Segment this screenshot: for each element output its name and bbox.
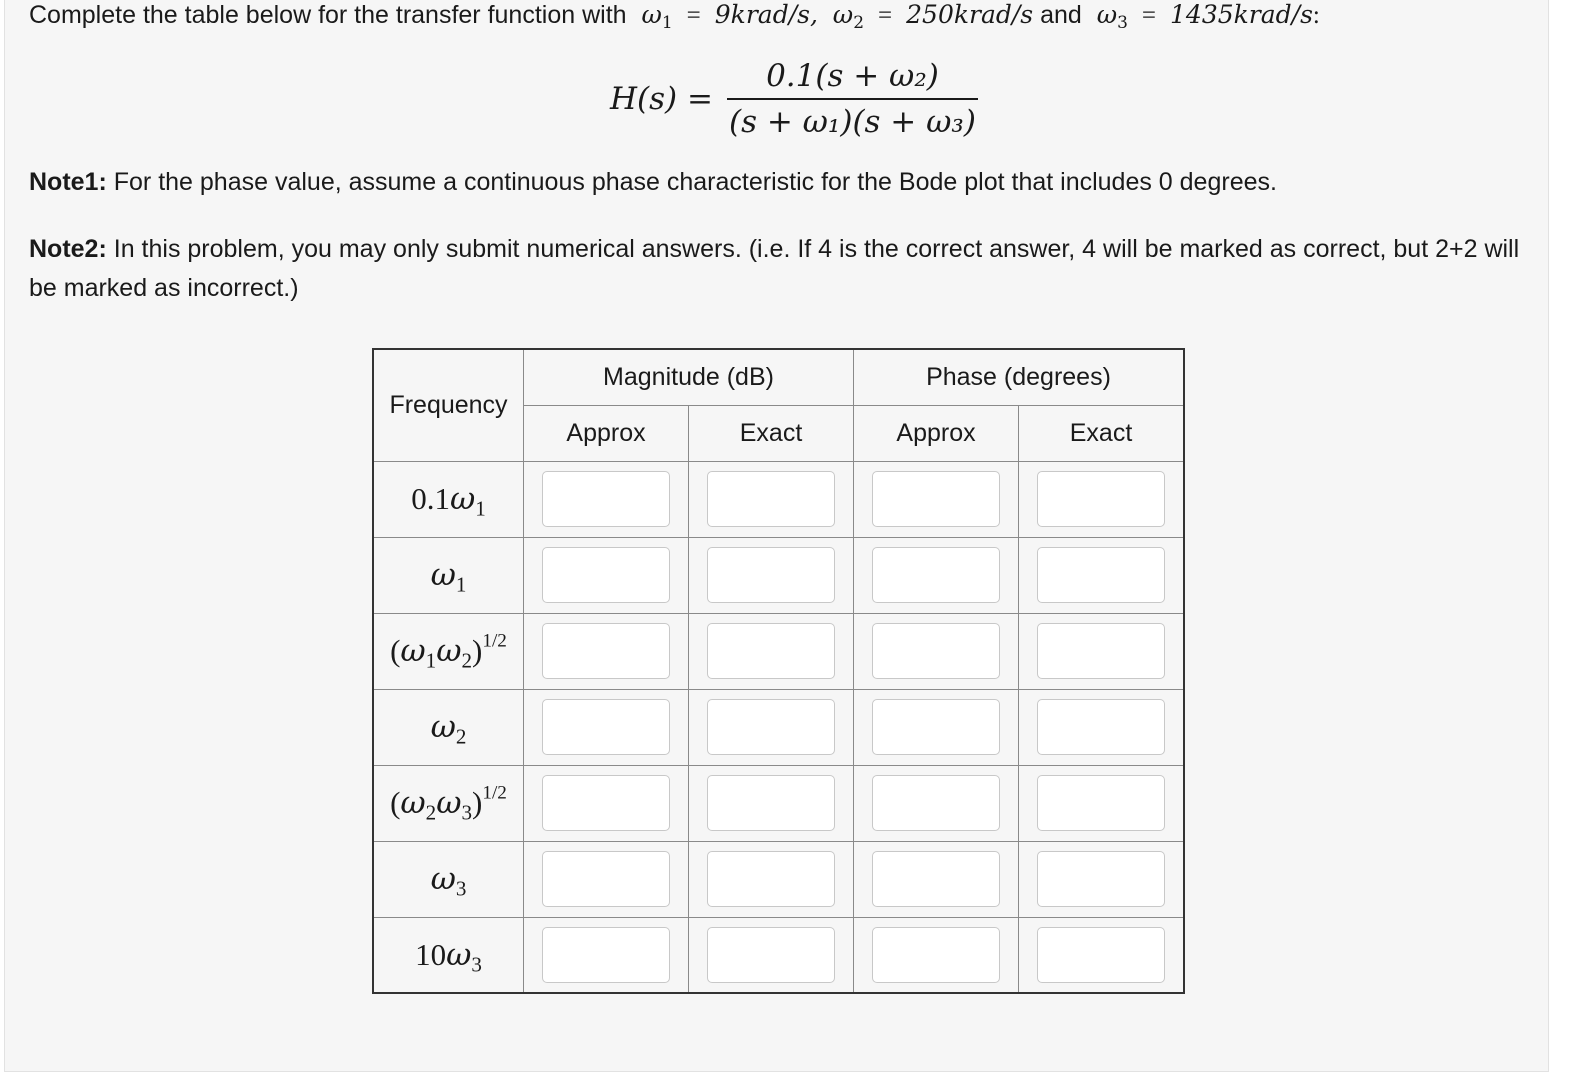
table-row	[373, 841, 1184, 917]
magnitude-approx-input[interactable]	[542, 775, 670, 831]
note2	[29, 230, 1539, 308]
note1-label: Note1:	[29, 168, 107, 196]
freq-label-w1: $\omega_1$	[373, 537, 524, 613]
table-row	[373, 765, 1184, 841]
phase-exact-input[interactable]	[1037, 851, 1165, 907]
phase-exact-input[interactable]	[1037, 699, 1165, 755]
freq-label-sqrt-w1w2: $(\omega_1\omega_2)^{1/2}$	[373, 613, 524, 689]
phase-exact-input[interactable]	[1037, 623, 1165, 679]
question-statement: Complete the table below for the transfer function with $\omega_1$ = 9krad/s, $\omega_2$ = 250krad/s and $\omega_3$ = 1435krad/s:	[29, 0, 1320, 34]
answer-table	[372, 348, 1185, 994]
phase-approx-input[interactable]	[872, 547, 1000, 603]
note1	[29, 163, 1539, 202]
transfer-function	[610, 58, 978, 140]
table-row	[373, 917, 1184, 993]
magnitude-approx-input[interactable]	[542, 471, 670, 527]
phase-approx-input[interactable]	[872, 623, 1000, 679]
formula-fraction	[727, 58, 978, 140]
magnitude-exact-input[interactable]	[707, 471, 835, 527]
omega2-value: 250krad/s	[906, 0, 1034, 29]
phase-exact-header: Exact	[1019, 405, 1185, 461]
omega2-symbol: $\omega_2$	[824, 0, 865, 34]
magnitude-exact-input[interactable]	[707, 623, 835, 679]
magnitude-exact-input[interactable]	[707, 851, 835, 907]
phase-approx-header: Approx	[854, 405, 1019, 461]
magnitude-exact-header: Exact	[689, 405, 854, 461]
magnitude-exact-input[interactable]	[707, 927, 835, 983]
freq-label-10w3: $10\omega_3$	[373, 917, 524, 993]
phase-approx-input[interactable]	[872, 775, 1000, 831]
phase-header: Phase (degrees)	[854, 349, 1185, 405]
magnitude-approx-input[interactable]	[542, 851, 670, 907]
magnitude-exact-input[interactable]	[707, 547, 835, 603]
phase-exact-input[interactable]	[1037, 547, 1165, 603]
omega1-value: 9krad/s	[714, 0, 810, 29]
magnitude-approx-header: Approx	[524, 405, 689, 461]
omega3-symbol: $\omega_3$	[1088, 0, 1128, 34]
note2-label: Note2:	[29, 235, 107, 263]
question-intro: Complete the table below for the transfer function with	[29, 1, 627, 29]
phase-exact-input[interactable]	[1037, 775, 1165, 831]
table-row	[373, 689, 1184, 765]
magnitude-exact-input[interactable]	[707, 699, 835, 755]
note1-text: For the phase value, assume a continuous phase characteristic for the Bode plot that includes 0 degrees.	[113, 168, 1277, 196]
table-row	[373, 613, 1184, 689]
omega3-value: 1435krad/s	[1170, 0, 1313, 29]
freq-label-sqrt-w2w3: $(\omega_2\omega_3)^{1/2}$	[373, 765, 524, 841]
formula-numerator: 0.1(s + ω₂)	[766, 58, 939, 94]
phase-approx-input[interactable]	[872, 699, 1000, 755]
table-row	[373, 461, 1184, 537]
magnitude-exact-input[interactable]	[707, 775, 835, 831]
frequency-header: Frequency	[373, 349, 524, 461]
note2-text: In this problem, you may only submit numerical answers. (i.e. If 4 is the correct answer, 4 will be marked as correct, but 2+2 will be marked as incorrect.)	[29, 235, 1520, 302]
freq-label-w3: $\omega_3$	[373, 841, 524, 917]
magnitude-approx-input[interactable]	[542, 623, 670, 679]
freq-label-0.1w1: $0.1\omega_1$	[373, 461, 524, 537]
phase-exact-input[interactable]	[1037, 927, 1165, 983]
and-word: and	[1040, 1, 1082, 29]
magnitude-approx-input[interactable]	[542, 547, 670, 603]
omega1-symbol: $\omega_1$	[633, 0, 673, 34]
phase-approx-input[interactable]	[872, 471, 1000, 527]
magnitude-header: Magnitude (dB)	[524, 349, 854, 405]
phase-exact-input[interactable]	[1037, 471, 1165, 527]
formula-denominator: (s + ω₁)(s + ω₃)	[727, 98, 978, 140]
magnitude-approx-input[interactable]	[542, 699, 670, 755]
freq-label-w2: $\omega_2$	[373, 689, 524, 765]
phase-approx-input[interactable]	[872, 851, 1000, 907]
formula-lhs: H(s) =	[610, 81, 713, 117]
magnitude-approx-input[interactable]	[542, 927, 670, 983]
phase-approx-input[interactable]	[872, 927, 1000, 983]
table-row	[373, 537, 1184, 613]
